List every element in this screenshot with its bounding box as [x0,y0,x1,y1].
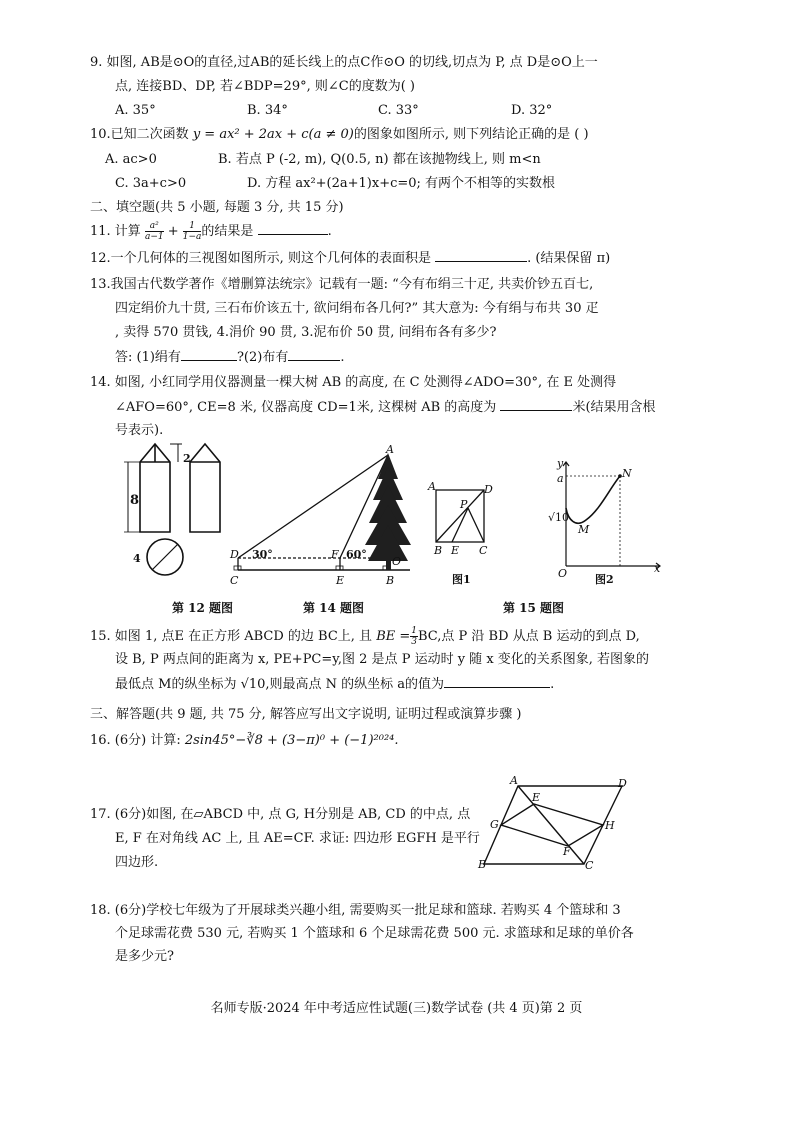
q13-blank-1[interactable] [181,348,237,361]
fig15-label-c: C [479,544,488,557]
fig15-label-a: A [428,480,436,493]
fig15-label-o: O [558,567,568,580]
q16-formula: 2sin45°−∛8 + (3−π)⁰ + (−1)²⁰²⁴. [184,733,399,748]
q17-label-e: E [532,791,541,804]
fig15-label-b: B [434,544,443,557]
fig14-tree-crown [365,453,411,561]
q12-suffix: . (结果保留 π) [527,251,611,266]
q10-formula: y = ax² + 2ax + c(a ≠ 0) [192,127,354,142]
q10-option-b: B. 若点 P (-2, m), Q(0.5, n) 都在该抛物线上, 则 m<n [218,152,541,167]
fig15-square-diagram [430,484,490,549]
fig14-tree-trunk [386,557,391,570]
q15-frac-numerator: 1 [411,626,417,636]
q15-line1-b: BC,点 P 沿 BD 从点 B 运动的到点 D, [418,629,640,644]
q16-line [90,732,399,750]
q15-one-third [410,626,418,647]
q10-suffix: 的图象如图所示, 则下列结论正确的是 ( ) [353,127,589,142]
q17-label-b: B [478,858,487,871]
q10-option-d: D. 方程 ax²+(2a+1)x+c=0; 有两个不相等的实数根 [247,176,556,191]
fig15-label-d: D [484,483,493,496]
fig14-angle-60: 60° [346,548,367,561]
q17-label-a: A [510,774,518,787]
q12-line [90,249,610,268]
fig14-label-f: F [331,548,339,561]
fig12-three-view [120,440,240,595]
q15-line3-a: 最低点 M的纵坐标为 √10,则最高点 N 的纵坐标 a的值为 [115,677,445,692]
q13-answer-a: 答: (1)绢有 [115,350,181,365]
q12-text: 12.一个几何体的三视图如图所示, 则这个几何体的表面积是 [90,251,431,266]
fig15-label-p: P [460,498,468,511]
fig15-label-n: N [622,467,632,480]
fig15-label-root10: √10 [548,511,570,524]
fig15-label-m: M [578,523,590,536]
q14-line2 [115,398,656,417]
q17-label-d: D [618,777,627,790]
q13-line2: 四定绢价九十贯, 三石布价该五十, 欲问绢布各几何?” 其大意为: 今有绢与布共 30 疋 [115,301,599,316]
q12-answer-blank[interactable] [435,249,527,262]
q14-answer-blank[interactable] [500,398,572,411]
fig14-angle-30: 30° [252,548,273,561]
q13-line1: 13.我国古代数学著作《增删算法统宗》记载有一题: “今有布绢三十疋, 共卖价钞五百七, [90,277,594,292]
q9-option-c: C. 33° [378,103,419,118]
q13-answer-b: ?(2)布有 [236,350,289,365]
q9-line2: 点, 连接BD、DP, 若∠BDP=29°, 则∠C的度数为( ) [115,79,415,94]
q14-line1: 14. 如图, 小红同学用仪器测量一棵大树 AB 的高度, 在 C 处测得∠ADO=30°, 在 E 处测得 [90,375,617,390]
fig12-label-height: 8 [130,493,140,508]
fig12-caption: 第 12 题图 [172,601,234,615]
fig15-label-a-value: a [557,472,564,485]
q11-fraction-2 [183,221,202,242]
q14-line3: 号表示). [115,423,164,438]
q11-suffix: 的结果是 [201,224,254,239]
q11-plus: + [167,224,179,239]
section-solutions-heading: 三、解答题(共 9 题, 共 75 分, 解答应写出文字说明, 证明过程或演算步骤 ) [90,707,522,722]
fig12-side-view [190,444,220,532]
q14-line2-a: ∠AFO=60°, CE=8 米, 仪器高度 CD=1米, 这棵树 AB 的高度为 [115,400,497,415]
q11-frac2-denominator: 1−a [182,232,202,242]
fig14-label-d: D [230,548,239,561]
q11-frac1-numerator: a² [145,221,164,232]
fig12-label-diameter: 4 [133,552,141,565]
fig14-caption: 第 14 题图 [303,601,365,615]
q11-fraction-1 [145,221,164,242]
section-fill-in-heading: 二、填空题(共 5 小题, 每题 3 分, 共 15 分) [90,200,344,215]
fig14-sight-line-d [238,455,388,558]
q15-line1-a: 15. 如图 1, 点E 在正方形 ABCD 的边 BC上, 且 [90,629,377,644]
q9-line1: 9. 如图, AB是⊙O的直径,过AB的延长线上的点C作⊙O 的切线,切点为 P, 点 D是⊙O上一 [90,55,598,70]
q14-line2-b: 米(结果用含根 [572,400,656,415]
q13-blank-2[interactable] [288,348,340,361]
q15-answer-blank[interactable] [444,675,550,688]
q15-be: BE = [376,629,411,644]
fig14-label-b: B [386,574,395,587]
page-footer: 名师专版·2024 年中考适应性试题(三)数学试卷 (共 4 页)第 2 页 [210,1001,583,1016]
fig15-caption: 第 15 题图 [503,601,565,615]
q10-option-a: A. ac>0 [105,152,157,167]
fig14-label-e: E [336,574,345,587]
fig12-diameter [152,544,178,570]
q15-line2: 设 B, P 两点间的距离为 x, PE+PC=y,图 2 是点 P 运动时 y 随 x 变化的关系图象, 若图象的 [115,652,650,667]
q15-frac-denominator: 3 [411,637,417,647]
q11-line: 11. 计算 $\frac{\text{a²}}{a-1}$ + $\frac{1}{1-a}$ 的结果是 . [90,221,332,242]
q17-diagonal-ac [518,786,584,864]
q13-line3: , 卖得 570 贯钱, 4.涓价 90 贯, 3.泥布价 50 贯, 问绢布各有多少? [115,325,497,340]
q17-label-f: F [563,845,571,858]
q11-answer-blank[interactable] [258,222,328,235]
q15-line1 [90,626,640,647]
q11-prefix: 11. 计算 [90,224,145,239]
q17-label-c: C [585,859,594,872]
fig14-label-a: A [386,443,394,456]
q17-quadrilateral-egfh [501,804,603,846]
q13-answer-line: 答: (1)绢有 ?(2)布有 . [115,350,345,365]
q18-line1: 18. (6分)学校七年级为了开展球类兴趣小组, 需要购买一批足球和篮球. 若购买 4 个篮球和 3 [90,903,621,918]
fig15-segment-pc [468,508,484,542]
fig15-curve [566,476,620,523]
fig12-label-top: 2 [183,452,191,465]
fig15-label-x: x [654,562,661,575]
fig14-label-o: O [392,555,402,568]
q18-line3: 是多少元? [115,949,174,964]
q17-line2: E, F 在对角线 AC 上, 且 AE=CF. 求证: 四边形 EGFH 是平行 [115,831,480,846]
q16-prefix: 16. (6分) 计算: [90,733,185,748]
fig14-label-c: C [230,574,239,587]
fig15-segment-pe [452,508,468,542]
q17-label-g: G [490,818,499,831]
fig14-tree-measurement [228,445,418,590]
fig15-label-y: y [557,457,564,470]
q11-frac2-numerator: 1 [183,221,202,232]
q9-option-a: A. 35° [115,103,156,118]
q15-line3: 最低点 M的纵坐标为 √10,则最高点 N 的纵坐标 a的值为 . [115,677,555,692]
fig15-label-e: E [451,544,460,557]
q18-line2: 个足球需花费 530 元, 若购买 1 个篮球和 6 个足球需花费 500 元. 求篮球和足球的单价各 [115,926,634,941]
q17-line1: 17. (6分)如图, 在▱ABCD 中, 点 G, H分别是 AB, CD 的中点, 点 [90,807,471,822]
q9-option-d: D. 32° [511,103,553,118]
q11-frac1-denominator: a−1 [144,232,164,242]
q17-label-h: H [605,819,615,832]
q9-option-b: B. 34° [247,103,288,118]
fig15-caption-1: 图1 [452,573,471,586]
q17-line3: 四边形. [115,855,159,870]
fig15-caption-2: 图2 [595,573,614,586]
q10-stem [90,126,589,144]
q10-option-c: C. 3a+c>0 [115,176,187,191]
q10-prefix: 10.已知二次函数 [90,127,193,142]
